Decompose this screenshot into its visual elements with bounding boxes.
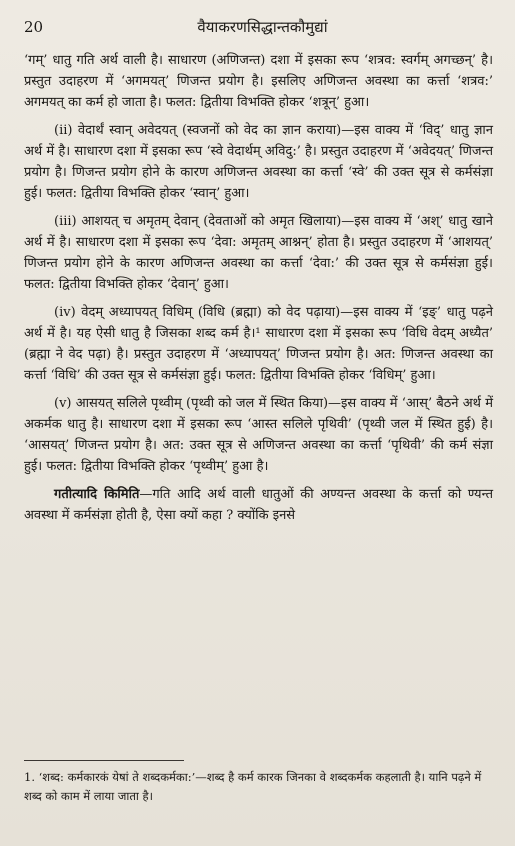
main-text xyxy=(24,50,493,533)
paragraph-gatityadi xyxy=(24,484,493,526)
paragraph-example-iv: (iv) वेदम् अध्यापयत् विधिम् (विधि (ब्रह्मा) को वेद पढ़ाया)—इस वाक्य में ‘इङ्’ धातु पढ़ने अर्थ में है। यह ऐसी धातु है जिसका शब्द कर्म है।¹ साधारण दशा में इसका रूप ‘विधि वेदम् अध्यैत’ (ब्रह्मा ने वेद पढ़ा) है। प्रस्तुत उदाहरण में ‘अध्यापयत्’ णिजन्त प्रयोग है। अत: णिजन्त अवस्था का कर्त्ता ‘विधि’ की उक्त सूत्र से कर्मसंज्ञा हुई। फलत: द्वितीया विभक्ति होकर ‘विधिम्’ हुआ। xyxy=(24,305,493,383)
footnote xyxy=(24,768,493,806)
footnote-text: 1. ‘शब्द: कर्मकारकं येषां ते शब्दकर्मका:’—शब्द है कर्म कारक जिनका वे शब्दकर्मक कहलाती है। यानि पढ़ने में शब्द को काम में लाया जाता है। xyxy=(24,770,482,803)
paragraph-gam-dhatu: ‘गम्’ धातु गति अर्थ वाली है। साधारण (अणिजन्त) दशा में इसका रूप ‘शत्रव: स्वर्गम् अगच्छन्’ है। प्रस्तुत उदाहरण में ‘अगमयत्’ णिजन्त प्रयोग है। इसलिए अणिजन्त अवस्था का कर्त्ता ‘शत्रव:’ अगमयत् का कर्म हो जाता है। फलत: द्वितीया विभक्ति होकर ‘शत्रून्’ हुआ। xyxy=(24,53,493,110)
gatityadi-body: —गति आदि अर्थ वाली धातुओं की अण्यन्त अवस्था के कर्त्ता को ण्यन्त अवस्था में कर्मसंज्ञा होती है, ऐसा क्यों कहा ? क्योंकि इनसे xyxy=(24,487,493,523)
paragraph-example-v: (v) आसयत् सलिले पृथ्वीम् (पृथ्वी को जल में स्थित किया)—इस वाक्य में ‘आस्’ बैठने अर्थ में अकर्मक धातु है। साधारण दशा में इसका रूप ‘आस्त सलिले पृथिवी’ (पृथ्वी जल में स्थित हुई) है। ‘आसयत्’ णिजन्त प्रयोग है। अत: उक्त सूत्र से अणिजन्त अवस्था का कर्त्ता ‘पृथिवी’ की कर्म संज्ञा हुई। फलत: द्वितीया विभक्ति होकर ‘पृथ्वीम्’ हुआ है। xyxy=(24,396,493,474)
footnote-divider xyxy=(24,760,184,761)
paragraph-example-ii: (ii) वेदार्थं स्वान् अवेदयत् (स्वजनों को वेद का ज्ञान कराया)—इस वाक्य में ‘विद्’ धातु ज्ञान अर्थ में है। साधारण दशा में इसका रूप ‘स्वे वेदार्थम् अविदु:’ है। प्रस्तुत उदाहरण में ‘अवेदयत्’ णिजन्त प्रयोग है। णिजन्त प्रयोग होने के कारण अणिजन्त अवस्था का कर्त्ता ‘स्वे’ की उक्त सूत्र से कर्मसंज्ञा हुई। फलत: द्वितीया विभक्ति होकर ‘स्वान्’ हुआ। xyxy=(24,123,493,201)
running-title: वैयाकरणसिद्धान्तकौमुद्यां xyxy=(197,18,328,36)
page-header xyxy=(24,12,491,42)
paragraph-example-iii: (iii) आशयत् च अमृतम् देवान् (देवताओं को अमृत खिलाया)—इस वाक्य में ‘अश्’ धातु खाने अर्थ में है। साधारण दशा में इसका रूप ‘देवा: अमृतम् आश्नन्’ होता है। प्रस्तुत उदाहरण में ‘आशयत्’ णिजन्त प्रयोग होने के कारण अणिजन्त अवस्था का कर्त्ता ‘देवा:’ की उक्त सूत्र से कर्मसंज्ञा हुई। फलत: द्वितीया विभक्ति होकर ‘देवान्’ हुआ। xyxy=(24,214,493,292)
page-number: 20 xyxy=(24,18,44,36)
gatityadi-heading: गतीत्यादि किमिति xyxy=(54,487,140,502)
